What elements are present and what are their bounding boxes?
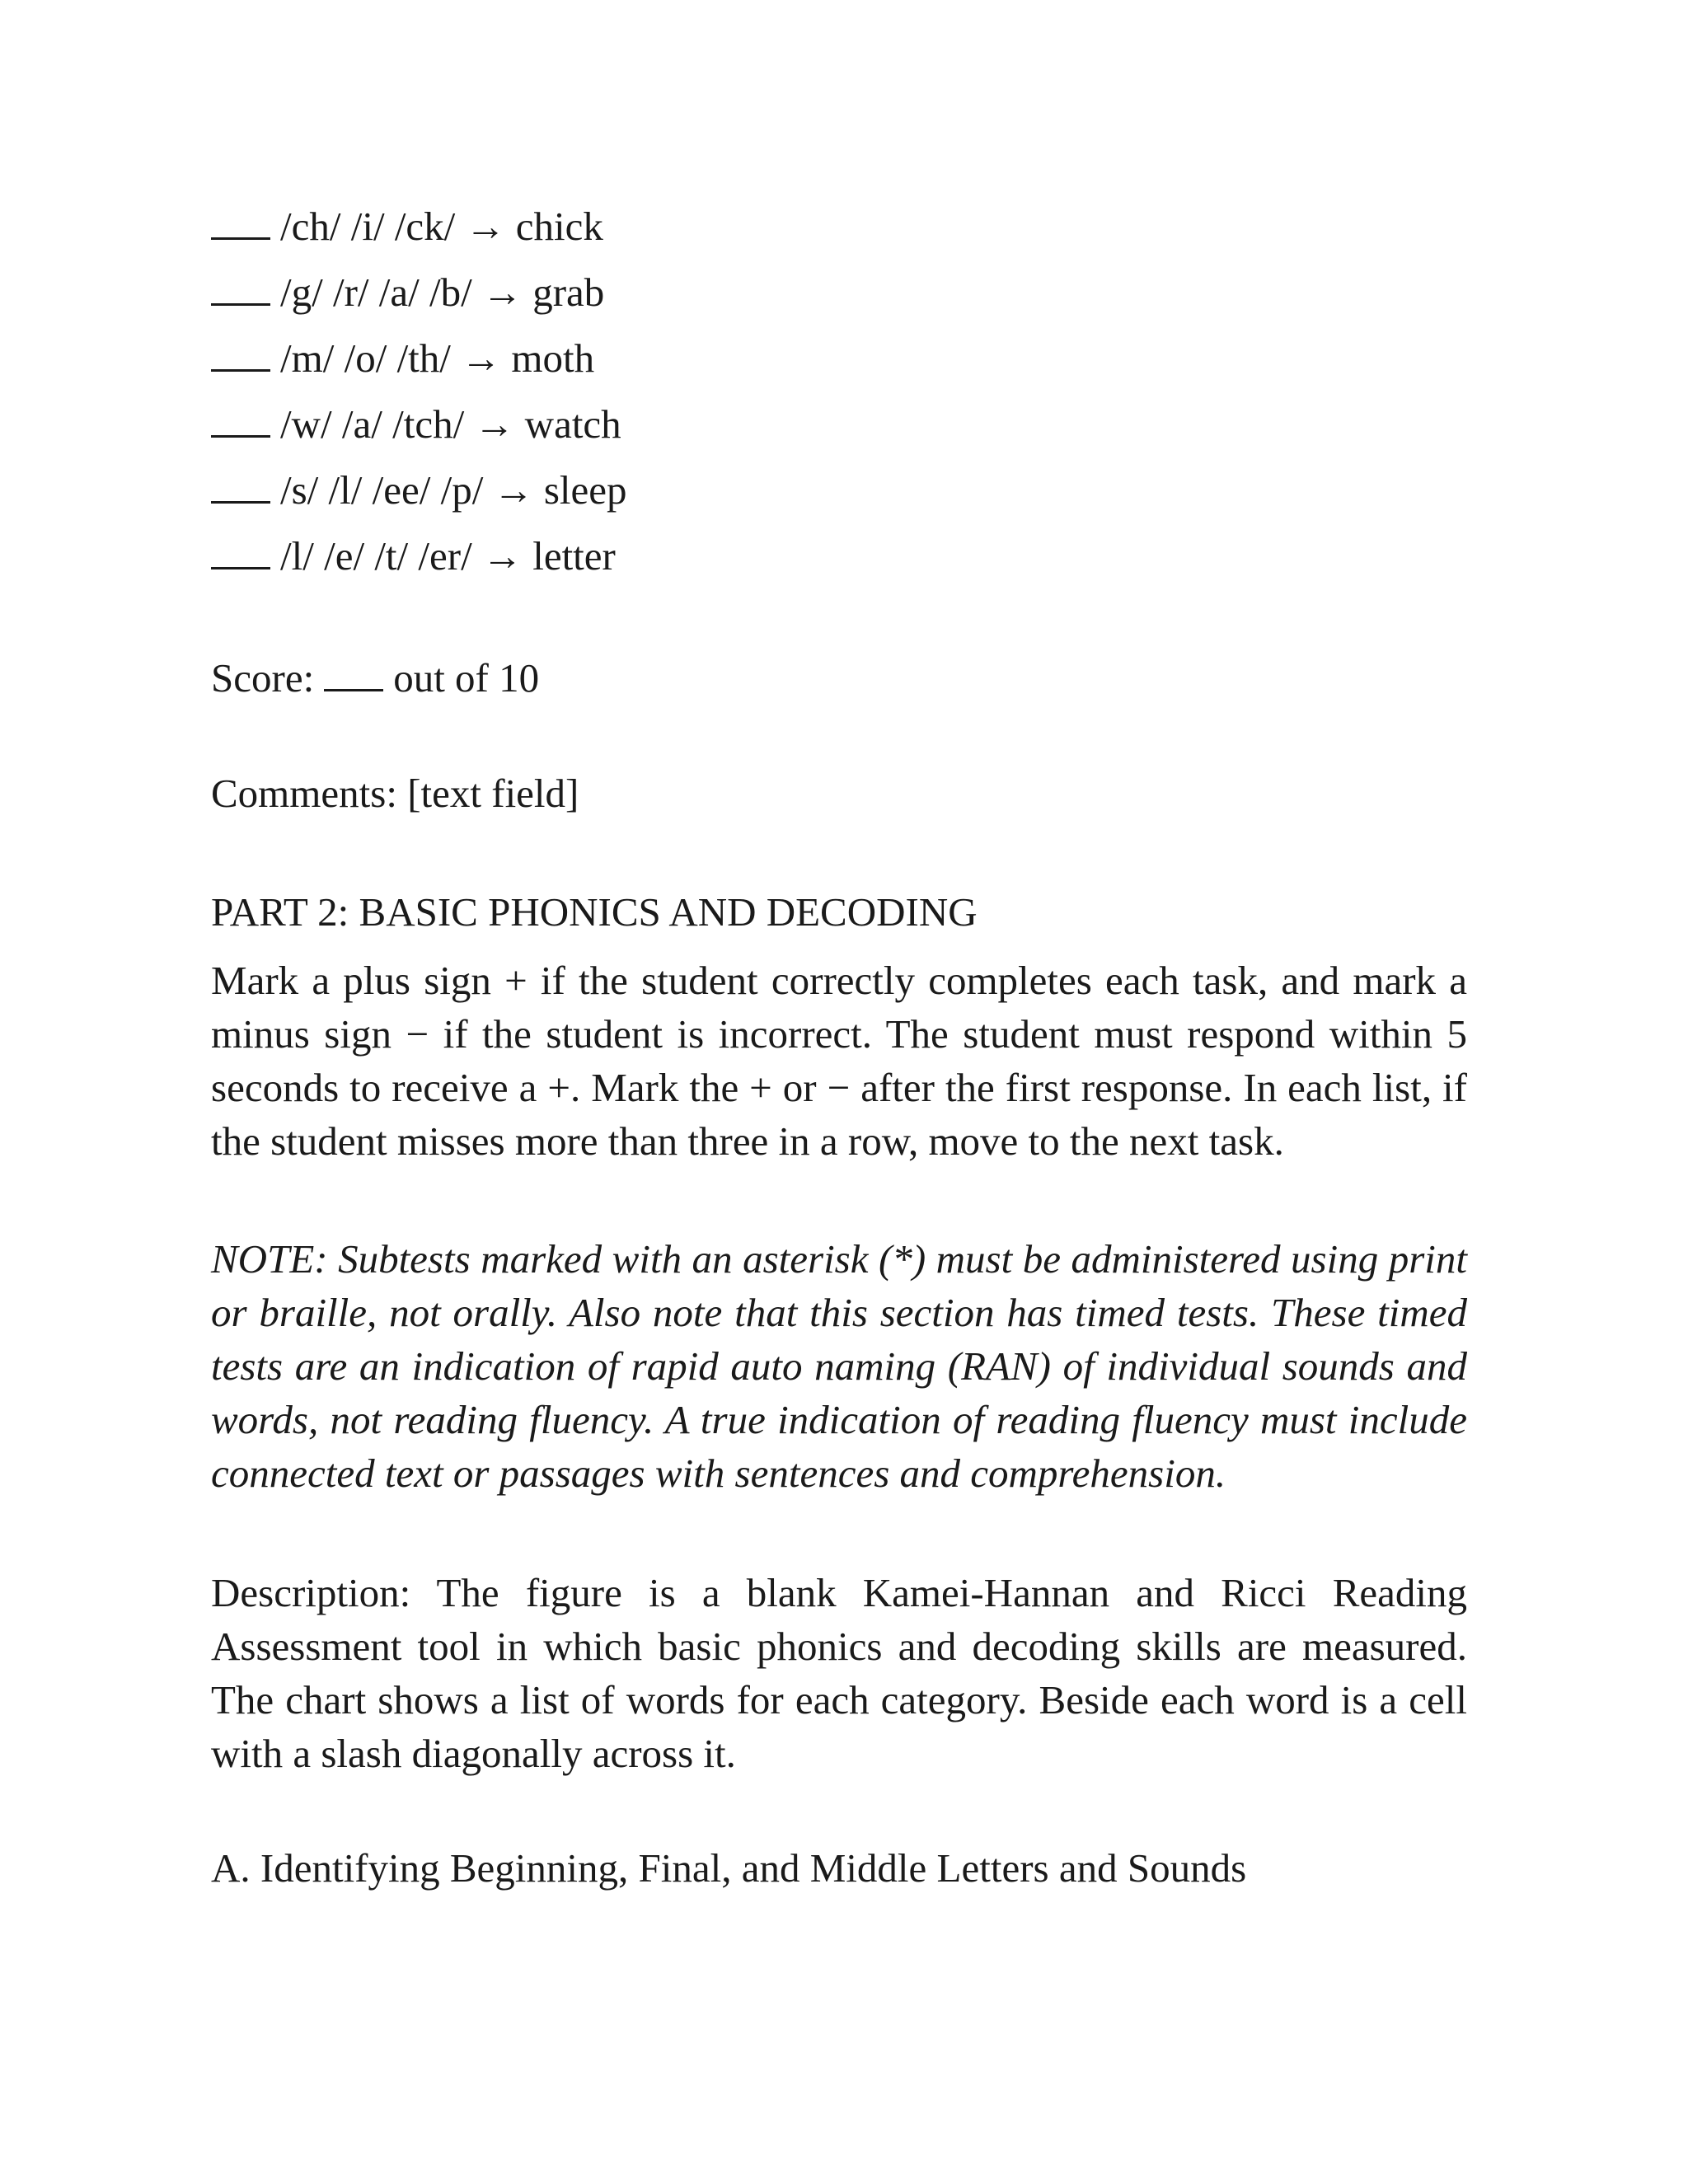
blending-item: [211, 264, 627, 330]
score-line: [211, 649, 539, 703]
score-blank[interactable]: [324, 649, 383, 691]
answer-blank[interactable]: [211, 527, 270, 569]
answer-blank[interactable]: [211, 330, 270, 372]
blending-item-text: /ch/ /i/ /ck/ → chick: [280, 204, 603, 249]
blending-item-text: /l/ /e/ /t/ /er/ → letter: [280, 533, 616, 579]
answer-blank[interactable]: [211, 264, 270, 306]
comments-line: Comments: [text field]: [211, 771, 579, 816]
blending-item: [211, 527, 627, 593]
answer-blank[interactable]: [211, 396, 270, 438]
part2-heading: PART 2: BASIC PHONICS AND DECODING: [211, 889, 978, 935]
blending-item-text: /g/ /r/ /a/ /b/ → grab: [280, 269, 605, 315]
answer-blank[interactable]: [211, 198, 270, 240]
answer-blank[interactable]: [211, 462, 270, 504]
description-paragraph: Description: The figure is a blank Kamei-Hannan and Ricci Reading Assessment tool in which basic phonics and decoding skills are measured. The chart shows a list of words for each category. Beside each word is a cell with a slash diagonally across it.: [211, 1570, 1467, 1776]
blending-item: [211, 396, 627, 462]
blending-item: [211, 198, 627, 264]
instructions-paragraph: Mark a plus sign + if the student correctly completes each task, and mark a minus sign − if the student is incorrect. The student must respond within 5 seconds to receive a +. Mark the + or − after the first response. In each list, if the student misses more than three in a row, move to the next task.: [211, 958, 1467, 1164]
blending-item-text: /m/ /o/ /th/ → moth: [280, 335, 595, 381]
blending-item: [211, 330, 627, 396]
blending-item-text: /s/ /l/ /ee/ /p/ → sleep: [280, 467, 627, 513]
blending-item-text: /w/ /a/ /tch/ → watch: [280, 401, 621, 447]
blending-item: [211, 462, 627, 527]
blending-items-list: [211, 198, 627, 593]
score-suffix: out of 10: [393, 655, 540, 701]
section-a-title: A. Identifying Beginning, Final, and Middle Letters and Sounds: [211, 1845, 1247, 1891]
note-paragraph: NOTE: Subtests marked with an asterisk (*) must be administered using print or braille, not orally. Also note that this section has timed tests. These timed tests are an indication of rapid auto naming (RAN) of individual sounds and words, not reading fluency. A true indication of reading fluency must include connected text or passages with sentences and comprehension.: [211, 1236, 1467, 1496]
score-label: Score:: [211, 655, 315, 701]
